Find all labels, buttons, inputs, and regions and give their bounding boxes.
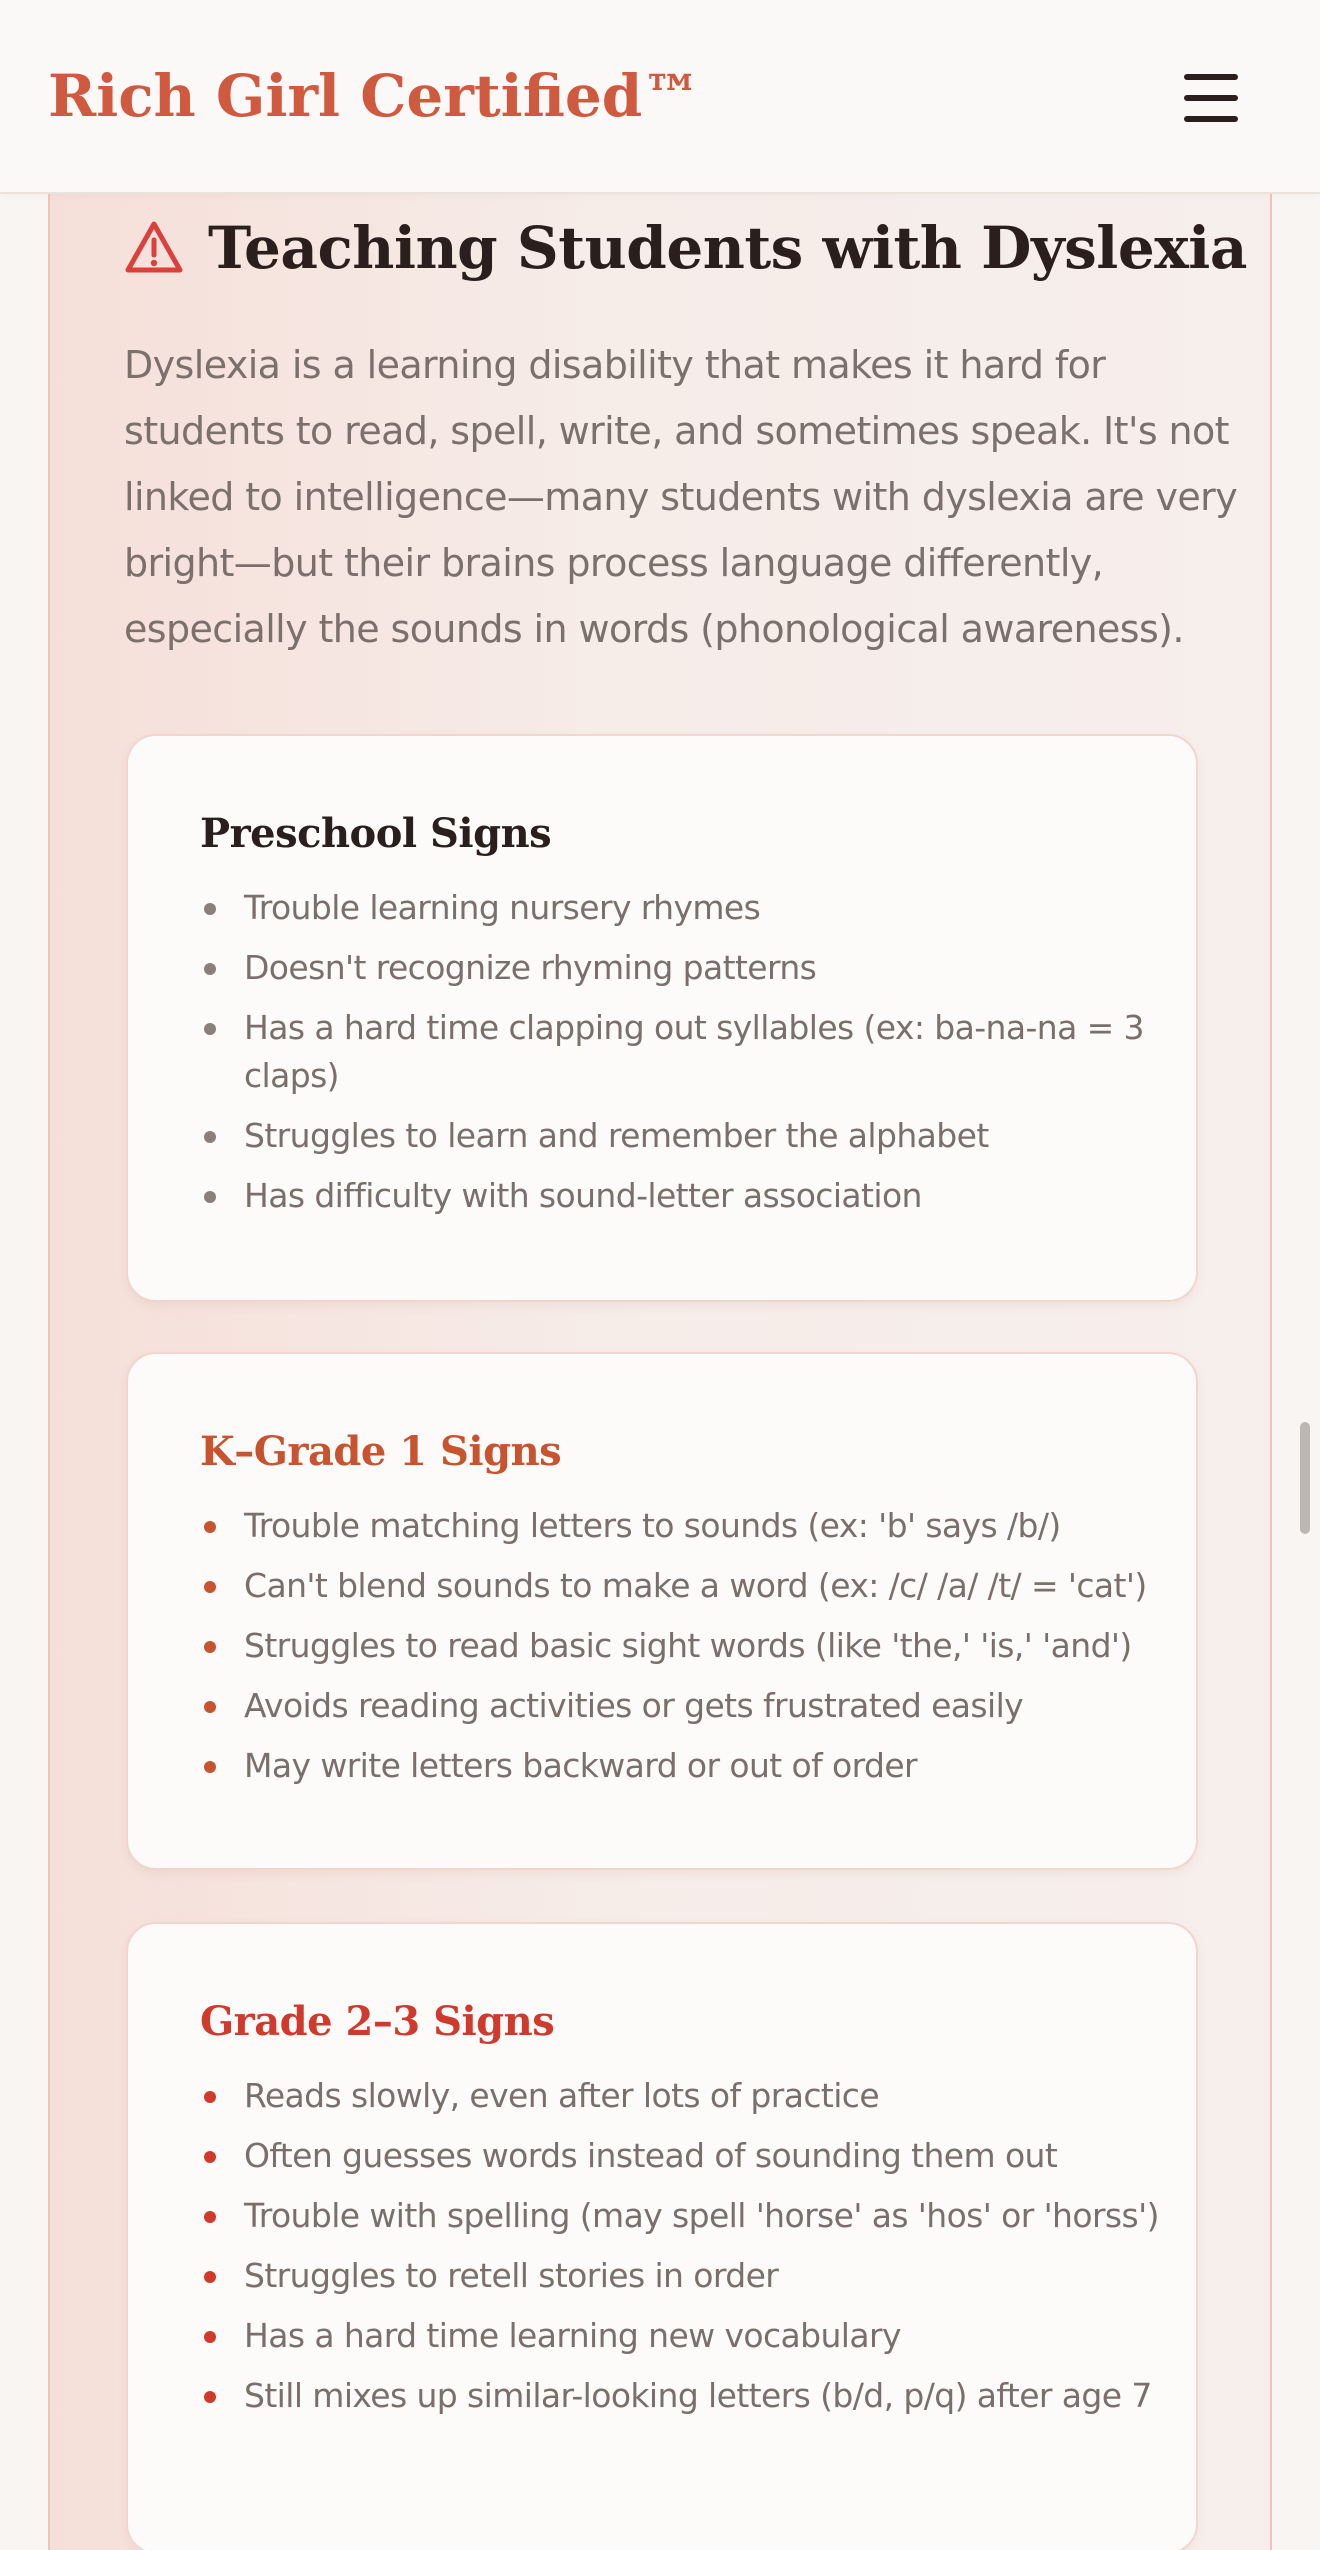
list-item-text: Can't blend sounds to make a word (ex: /c/ /a/ /t/ = 'cat') xyxy=(244,1566,1147,1605)
bullet-dot xyxy=(204,2211,216,2223)
bullet-dot xyxy=(204,2391,216,2403)
card-title: K–Grade 1 Signs xyxy=(200,1428,562,1475)
list-item xyxy=(200,1004,1160,1100)
list-item xyxy=(200,2372,1160,2420)
bullet-dot xyxy=(204,1701,216,1713)
list-item xyxy=(200,1622,1160,1670)
list-item-text: Has difficulty with sound-letter association xyxy=(244,1176,922,1215)
list-item xyxy=(200,1562,1160,1610)
list-item xyxy=(200,2252,1160,2300)
bullet-dot xyxy=(204,2151,216,2163)
list-item-text: Trouble learning nursery rhymes xyxy=(244,888,761,927)
list-item xyxy=(200,2132,1160,2180)
list-item-text: Reads slowly, even after lots of practice xyxy=(244,2076,880,2115)
list-item xyxy=(200,1172,1160,1220)
menu-bar-middle xyxy=(1184,95,1238,101)
list-item-text: Struggles to retell stories in order xyxy=(244,2256,779,2295)
bullet-dot xyxy=(204,1521,216,1533)
list-item-text: Trouble matching letters to sounds (ex: 'b' says /b/) xyxy=(244,1506,1061,1545)
list-item xyxy=(200,1502,1160,1550)
list-item xyxy=(200,1682,1160,1730)
list-item xyxy=(200,2192,1160,2240)
section-heading xyxy=(124,204,1247,292)
bullet-dot xyxy=(204,1131,216,1143)
menu-bar-bottom xyxy=(1184,116,1238,122)
list-item-text: Struggles to read basic sight words (like 'the,' 'is,' 'and') xyxy=(244,1626,1132,1665)
preschool-signs-card xyxy=(126,734,1198,1302)
bullet-dot xyxy=(204,2331,216,2343)
list-item-text: May write letters backward or out of order xyxy=(244,1746,918,1785)
k-grade-1-signs-card xyxy=(126,1352,1198,1870)
bullet-dot xyxy=(204,2271,216,2283)
brand-logo[interactable]: Rich Girl Certified™ xyxy=(48,62,701,130)
list-item xyxy=(200,944,1160,992)
signs-list xyxy=(200,884,1160,1232)
list-item-text: Often guesses words instead of sounding them out xyxy=(244,2136,1058,2175)
list-item xyxy=(200,884,1160,932)
list-item-text: Avoids reading activities or gets frustrated easily xyxy=(244,1686,1024,1725)
bullet-dot xyxy=(204,1023,216,1035)
signs-list xyxy=(200,1502,1160,1802)
card-title: Grade 2–3 Signs xyxy=(200,1998,555,2045)
list-item-text: Struggles to learn and remember the alphabet xyxy=(244,1116,989,1155)
list-item-text: Has a hard time learning new vocabulary xyxy=(244,2316,901,2355)
bullet-dot xyxy=(204,1761,216,1773)
dyslexia-section xyxy=(48,194,1272,2550)
list-item-text: Still mixes up similar-looking letters (b/d, p/q) after age 7 xyxy=(244,2376,1152,2415)
list-item-text: Trouble with spelling (may spell 'horse' as 'hos' or 'horss') xyxy=(244,2196,1159,2235)
card-title: Preschool Signs xyxy=(200,810,552,857)
bullet-dot xyxy=(204,1581,216,1593)
intro-paragraph: Dyslexia is a learning disability that makes it hard for students to read, spell, write, and sometimes speak. It's not linked to intelligence—many students with dyslexia are very bright—but their brains process language differently, especially the sounds in words (phonological awareness). xyxy=(124,343,1238,651)
site-header xyxy=(0,0,1320,194)
list-item xyxy=(200,1112,1160,1160)
list-item-text: Doesn't recognize rhyming patterns xyxy=(244,948,817,987)
list-item xyxy=(200,2312,1160,2360)
scrollbar-thumb[interactable] xyxy=(1300,1422,1310,1534)
bullet-dot xyxy=(204,963,216,975)
bullet-dot xyxy=(204,1191,216,1203)
section-title: Teaching Students with Dyslexia xyxy=(208,214,1247,282)
grade-2-3-signs-card xyxy=(126,1922,1198,2550)
list-item xyxy=(200,2072,1160,2120)
hamburger-menu-icon[interactable] xyxy=(1170,66,1252,130)
list-item-text: Has a hard time clapping out syllables (ex: ba-na-na = 3 claps) xyxy=(244,1008,1144,1095)
warning-triangle-icon xyxy=(124,218,184,278)
list-item xyxy=(200,1742,1160,1790)
bullet-dot xyxy=(204,2091,216,2103)
bullet-dot xyxy=(204,1641,216,1653)
signs-list xyxy=(200,2072,1160,2432)
bullet-dot xyxy=(204,903,216,915)
menu-bar-top xyxy=(1184,74,1238,80)
